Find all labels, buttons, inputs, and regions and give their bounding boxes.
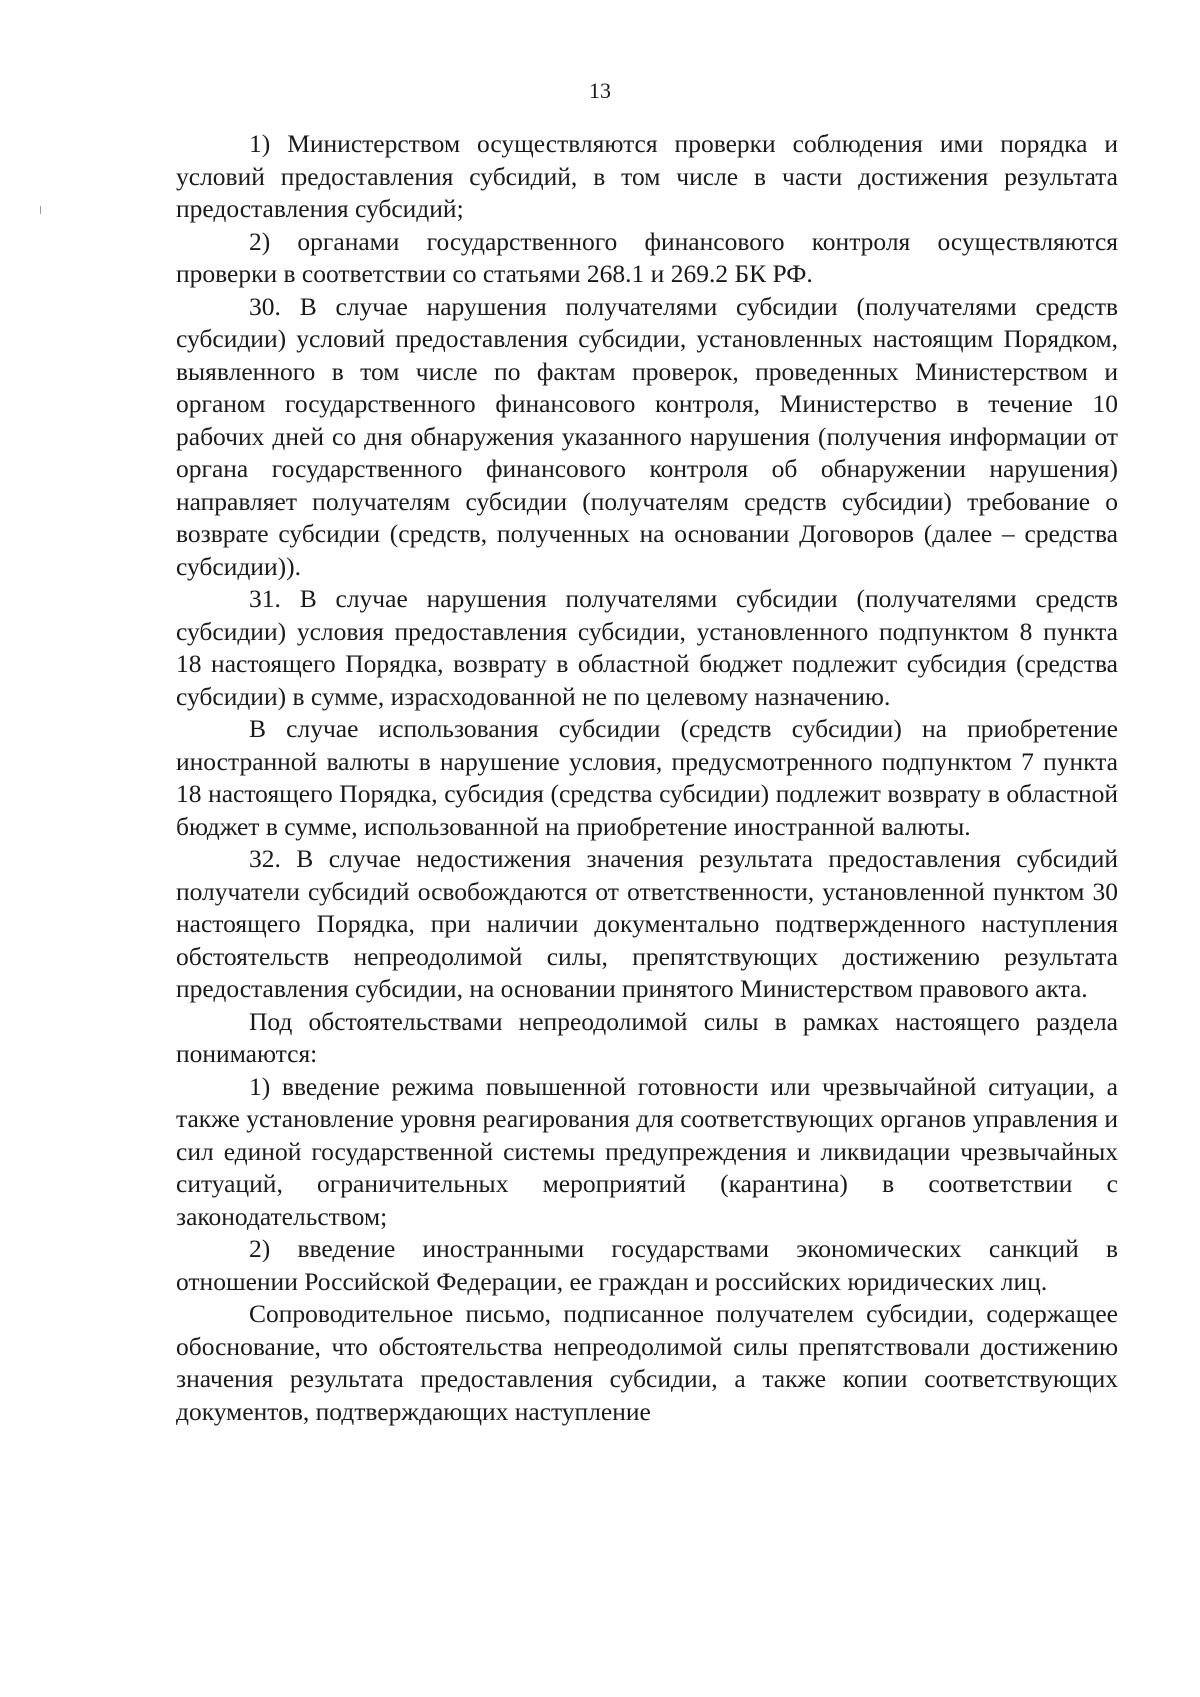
paragraph-cover-letter: Сопроводительное письмо, подписанное получателем субсидии, содержащее обоснование, что обстоятельства непреодолимой силы препятствовали достижению значения результата предоставления субсидии, а также копии соответствующих документов, подтверждающих наступление <box>176 1299 1118 1426</box>
paragraph-item-31: 31. В случае нарушения получателями субсидии (получателями средств субсидии) условия предоставления субсидии, установленного подпунктом 8 пункта 18 настоящего Порядка, возврату в областной бюджет подлежит субсидия (средства субсидии) в сумме, израсходованной не по целевому назначению. <box>176 584 1118 711</box>
page-number: 13 <box>589 78 611 103</box>
paragraph-item-32: 32. В случае недостижения значения результата предоставления субсидий получатели субсидий освобождаются от ответственности, установленной пунктом 30 настоящего Порядка, при наличии документально подтвержденного наступления обстоятельств непреодолимой силы, препятствующих достижению результата предоставления субсидии, на основании принятого Министерством правового акта. <box>176 844 1118 1003</box>
paragraph-force-majeure-1: 1) введение режима повышенной готовности или чрезвычайной ситуации, а также установление уровня реагирования для соответствующих органов управления и сил единой государственной системы предупреждения и ликвидации чрезвычайных ситуаций, ограничительных мероприятий (карантина) в соответствии с законодательством; <box>176 1071 1118 1231</box>
paragraph-force-majeure-2: 2) введение иностранными государствами экономических санкций в отношении Российской Федерации, ее граждан и российских юридических лиц. <box>176 1234 1118 1296</box>
paragraph-item-30: 30. В случае нарушения получателями субсидии (получателями средств субсидии) условий предоставления субсидии, установленных настоящим Порядком, выявленного в том числе по фактам проверок, проведенных Министерством и органом государственного финансового контроля, Министерство в течение 10 рабочих дней со дня обнаружения указанного нарушения (получения информации от органа государственного финансового контроля об обнаружении нарушения) направляет получателям субсидии (получателям средств субсидии) требование о возврате субсидии (средств, полученных на основании Договоров (далее – средства субсидии)). <box>176 291 1118 581</box>
paragraph-force-majeure-intro: Под обстоятельствами непреодолимой силы в рамках настоящего раздела понимаются: <box>176 1006 1118 1068</box>
scan-margin-mark <box>40 206 41 214</box>
paragraph-checks-ministry: 1) Министерством осуществляются проверки соблюдения ими порядка и условий предоставления субсидий, в том числе в части достижения результата предоставления субсидий; <box>176 129 1118 223</box>
document-body <box>176 128 1118 1428</box>
paragraph-checks-control-bodies: 2) органами государственного финансового контроля осуществляются проверки в соответствии со статьями 268.1 и 269.2 БК РФ. <box>176 226 1118 288</box>
paragraph-foreign-currency: В случае использования субсидии (средств субсидии) на приобретение иностранной валюты в нарушение условия, предусмотренного подпунктом 7 пункта 18 настоящего Порядка, субсидия (средства субсидии) подлежит возврату в областной бюджет в сумме, использованной на приобретение иностранной валюты. <box>176 714 1118 841</box>
